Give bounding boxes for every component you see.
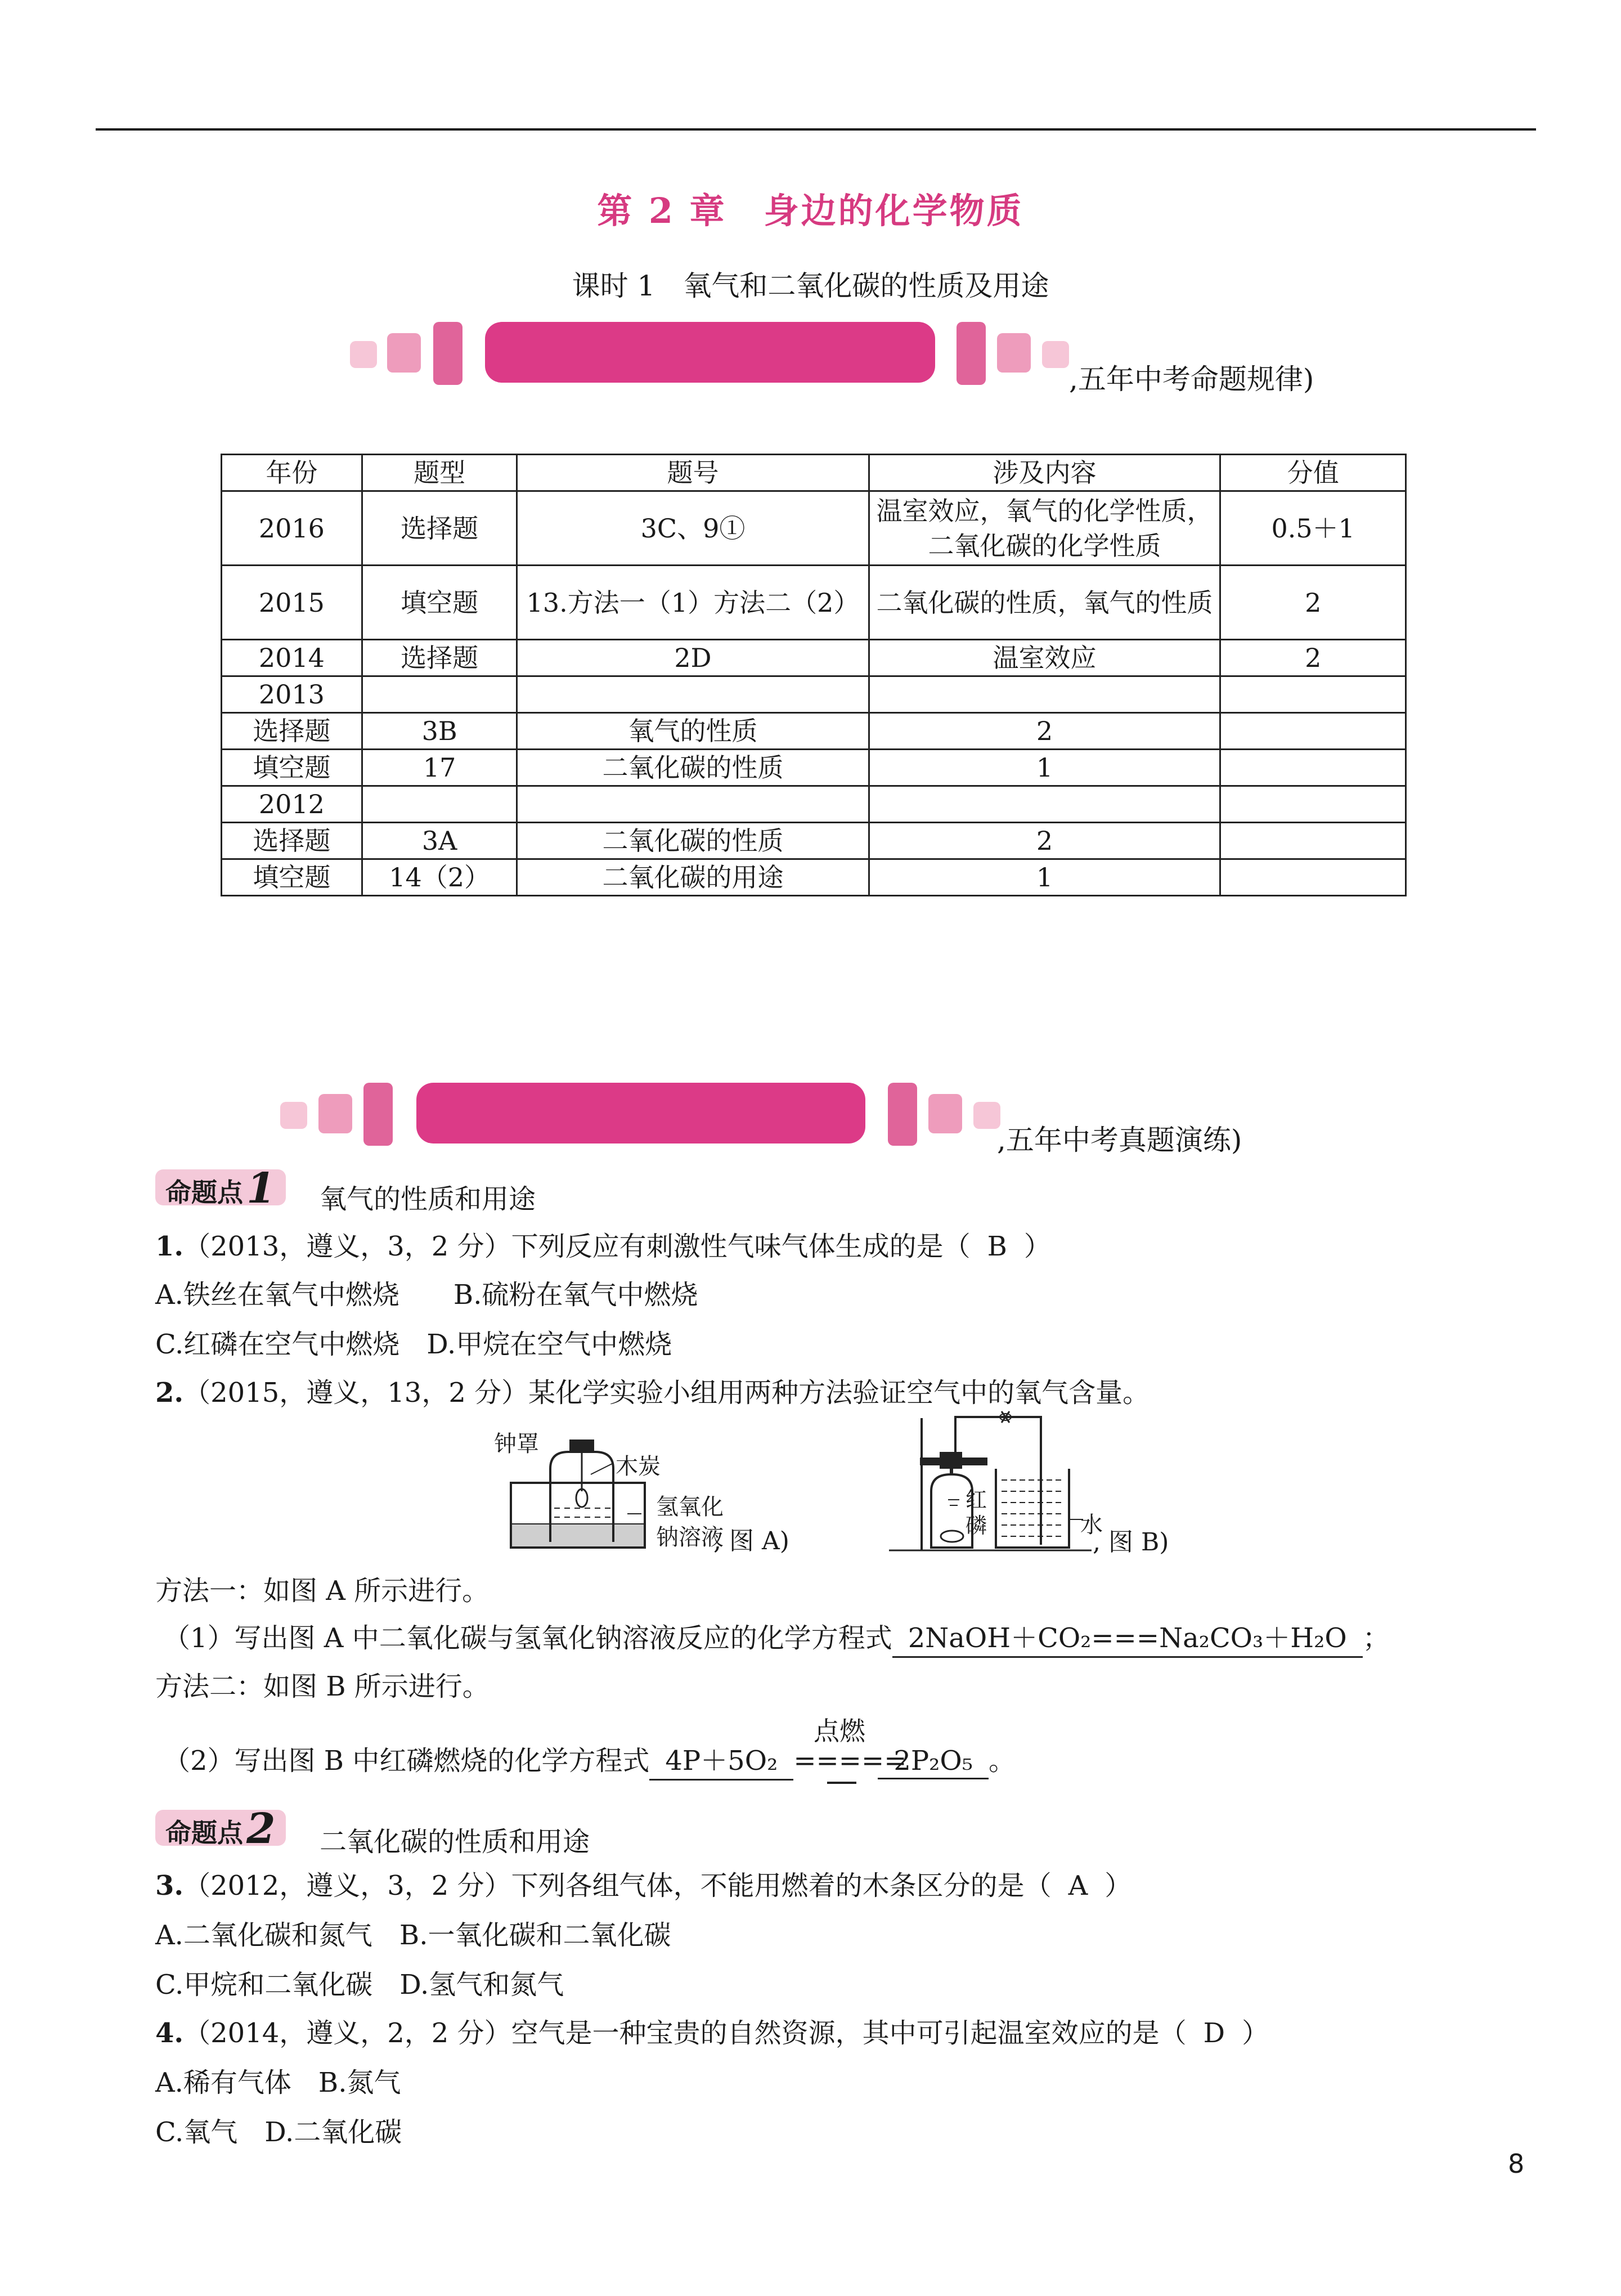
question-1-options-ab: A.铁丝在氧气中燃烧 B.硫粉在氧气中燃烧 [155,1279,698,1311]
table-cell: 2 [869,823,1220,859]
table-row [222,859,1406,896]
table-cell [517,786,869,823]
figure-b-caption: , 图 B) [1093,1528,1169,1557]
table-cell: 2 [869,713,1220,750]
table-cell: 温室效应，氧气的化学性质，二氧化碳的化学性质 [869,491,1220,566]
table-cell: 2012 [222,786,362,823]
bracket-close: ） [1023,1231,1051,1262]
exam-law-table [221,454,1407,896]
question-4-options-cd: C.氧气 D.二氧化碳 [155,2116,402,2148]
table-cell: 二氧化碳的性质 [517,750,869,786]
question-3-options-cd: C.甲烷和二氧化碳 D.氢气和氮气 [155,1969,564,2001]
table-cell: 17 [362,750,517,786]
question-number: 2. [155,1377,184,1409]
answer-blank: 2NaOH＋CO₂===Na₂CO₃＋H₂O [892,1616,1363,1658]
answer-choice: D [1203,2017,1225,2049]
figure-b-label-water: 水 [1080,1512,1103,1538]
topic-title-1: 氧气的性质和用途 [320,1183,536,1215]
table-header-cell: 题号 [517,455,869,491]
table-header-cell: 题型 [362,455,517,491]
band-square [957,322,986,385]
band-square [888,1083,917,1146]
question-2-method-1: 方法一：如图 A 所示进行。 [155,1575,490,1607]
top-rule [96,128,1536,131]
band-square [350,341,377,368]
answer-choice: B [987,1231,1007,1262]
band-square [280,1102,307,1129]
table-cell: 选择题 [222,713,362,750]
table-cell [1220,750,1406,786]
question-number: 4. [155,2017,184,2049]
table-cell: 二氧化碳的性质 [517,823,869,859]
question-1-options-cd: C.红磷在空气中燃烧 D.甲烷在空气中燃烧 [155,1329,672,1360]
table-row [222,676,1406,713]
table-cell: 2 [1220,566,1406,640]
table-row [222,491,1406,566]
question-2-part-1 [163,1616,1390,1658]
figure-b-label-red-1: 红 [966,1487,987,1512]
topic-title-2: 二氧化碳的性质和用途 [320,1826,590,1858]
band-caption: ,五年中考真题演练) [997,1124,1242,1156]
figure-a-label-bell: 钟罩 [494,1431,539,1457]
table-cell: 温室效应 [869,640,1220,676]
table-header-row [222,455,1406,491]
band-square [318,1094,352,1133]
table-cell: 填空题 [362,566,517,640]
table-cell [1220,713,1406,750]
band-square [1042,341,1069,368]
table-cell [362,676,517,713]
question-3-stem [155,1864,1131,1903]
table-cell: 2 [1220,640,1406,676]
table-cell: 选择题 [362,640,517,676]
table-cell: 2013 [222,676,362,713]
question-4-options-ab: A.稀有气体 B.氮气 [155,2067,401,2098]
part-suffix: 。 [989,1745,1016,1777]
bracket-close: ） [1242,2017,1269,2049]
question-2-stem [155,1371,1149,1410]
table-cell [1220,823,1406,859]
chapter-title: 第 2 章 身边的化学物质 [597,190,1024,231]
table-cell: 填空题 [222,859,362,896]
part-prompt: （2）写出图 B 中红磷燃烧的化学方程式 [163,1745,650,1777]
page-number: 8 [1508,2149,1525,2179]
question-number: 3. [155,1870,184,1902]
figure-a-label-charcoal: 木炭 [616,1454,661,1479]
table-cell [869,676,1220,713]
question-number: 1. [155,1231,184,1262]
table-cell: 氧气的性质 [517,713,869,750]
figure-b-label-red-2: 磷 [966,1513,987,1538]
table-row [222,823,1406,859]
table-cell: 3C、9① [517,491,869,566]
table-cell: 2016 [222,491,362,566]
question-2-part-2 [163,1739,1016,1781]
table-cell [1220,676,1406,713]
band-bar [416,1083,865,1143]
table-cell: 3A [362,823,517,859]
table-cell: 0.5＋1 [1220,491,1406,566]
reaction-arrow: ===== [793,1745,907,1777]
answer-blank: 2P₂O₅ [878,1745,989,1779]
question-1-stem [155,1225,1051,1263]
bracket-close: ） [1104,1870,1132,1902]
question-2-method-2: 方法二：如图 B 所示进行。 [155,1671,490,1702]
table-cell [869,786,1220,823]
question-4-stem [155,2011,1269,2050]
table-cell: 2D [517,640,869,676]
table-row [222,713,1406,750]
question-text: （2014，遵义，2，2 分）空气是一种宝贵的自然资源，其中可引起温室效应的是（ [183,2017,1187,2049]
band-square [363,1083,393,1146]
table-row [222,640,1406,676]
table-cell: 2014 [222,640,362,676]
table-cell: 1 [869,859,1220,896]
band-square [928,1094,962,1133]
figure-b-apparatus [889,1407,1114,1564]
topic-tag-number: 2 [246,1805,276,1853]
topic-tag-2 [155,1805,286,1853]
question-text: （2015，遵义，13，2 分）某化学实验小组用两种方法验证空气中的氧气含量。 [183,1377,1150,1409]
table-cell [517,676,869,713]
topic-tag-label: 命题点 [165,1177,243,1208]
band-caption: ,五年中考命题规律) [1069,363,1314,396]
reaction-condition: 点燃 [814,1716,865,1746]
answer-choice: A [1068,1870,1088,1902]
table-row [222,750,1406,786]
band-square [387,333,421,373]
question-text: （2013，遵义，3，2 分）下列反应有刺激性气味气体生成的是（ [183,1231,971,1262]
topic-tag-1 [155,1164,286,1213]
figure-a-caption: , 图 A) [713,1527,789,1555]
table-cell: 选择题 [222,823,362,859]
topic-tag-number: 1 [246,1164,276,1213]
table-cell: 填空题 [222,750,362,786]
table-cell: 选择题 [362,491,517,566]
table-cell: 3B [362,713,517,750]
table-cell [1220,859,1406,896]
band-square [433,322,462,385]
lesson-title: 课时 1 氧气和二氧化碳的性质及用途 [572,270,1049,302]
table-cell: 13.方法一（1）方法二（2） [517,566,869,640]
table-header-cell: 分值 [1220,455,1406,491]
topic-tag-label: 命题点 [165,1818,243,1848]
table-cell [362,786,517,823]
part-prompt: （1）写出图 A 中二氧化碳与氢氧化钠溶液反应的化学方程式 [163,1622,892,1654]
figure-a-label-naoh-1: 氢氧化 [656,1494,724,1520]
table-row [222,786,1406,823]
table-header-cell: 涉及内容 [869,455,1220,491]
band-square [997,333,1031,373]
table-header-cell: 年份 [222,455,362,491]
table-cell: 1 [869,750,1220,786]
band-bar [485,322,935,383]
table-cell: 14（2） [362,859,517,896]
band-square [973,1102,1000,1129]
table-cell [1220,786,1406,823]
question-text: （2012，遵义，3，2 分）下列各组气体，不能用燃着的木条区分的是（ [183,1870,1052,1902]
question-3-options-ab: A.二氧化碳和氮气 B.一氧化碳和二氧化碳 [155,1920,671,1951]
condition-underline [827,1782,856,1784]
table-cell: 二氧化碳的用途 [517,859,869,896]
table-row [222,566,1406,640]
table-cell: 2015 [222,566,362,640]
figure-a-label-naoh-2: 钠溶液 [656,1524,724,1550]
table-cell: 二氧化碳的性质，氧气的性质 [869,566,1220,640]
part-suffix: ； [1362,1622,1390,1654]
answer-blank: 4P＋5O₂ [649,1739,793,1781]
